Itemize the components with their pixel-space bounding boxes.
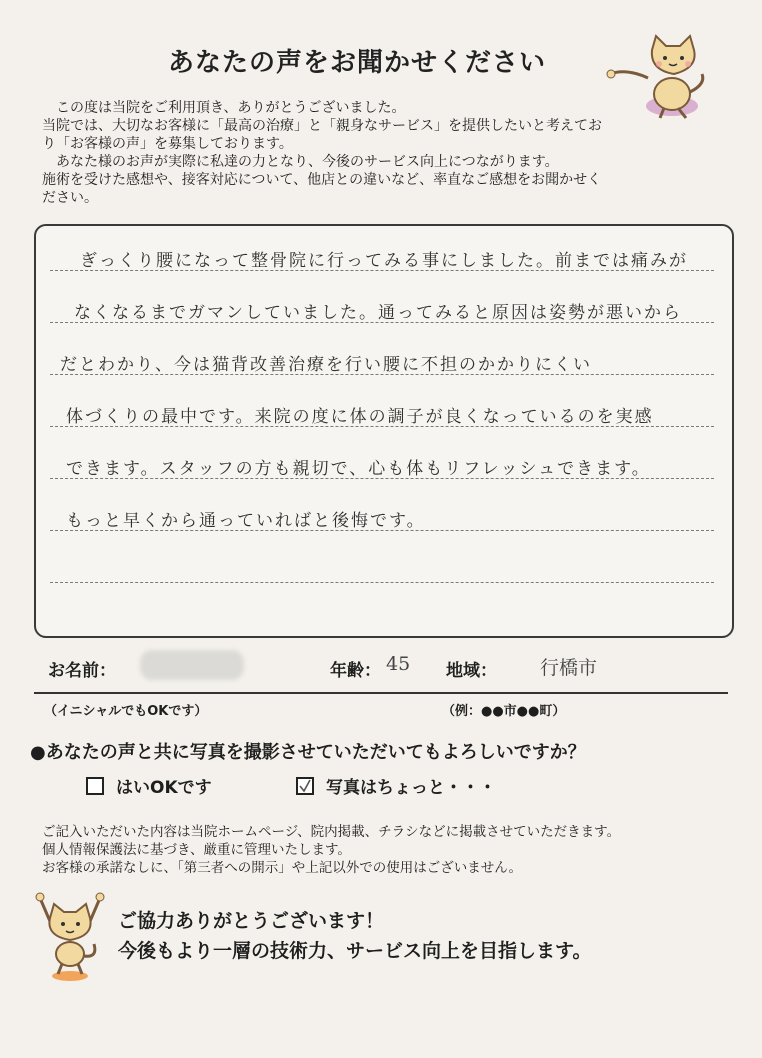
testimonial-line: 体づくりの最中です。来院の度に体の調子が良くなっているのを実感 [66, 407, 654, 427]
intro-line: あなた様のお声が実際に私達の力となり、今後のサービス向上につながります。 [42, 154, 559, 170]
testimonial-line: だとわかり、今は猫背改善治療を行い腰に不担のかかりにくい [60, 355, 592, 375]
age-value: 45 [386, 653, 411, 675]
age-label: 年齢： [330, 661, 381, 681]
thanks-message [118, 906, 591, 966]
area-label: 地域： [446, 661, 497, 681]
privacy-line: 個人情報保護法に基づき、厳重に管理いたします。 [42, 842, 351, 858]
photo-consent-question: ●あなたの声と共に写真を撮影させていただいてもよろしいですか？ [30, 742, 586, 763]
name-label: お名前： [48, 661, 116, 681]
cat-cheering-illustration [28, 888, 112, 984]
field-underline [34, 692, 728, 694]
area-note: （例：●●市●●町） [442, 704, 566, 719]
page-title: あなたの声をお聞かせください [168, 48, 547, 78]
option-no-photo-label: 写真はちょっと・・・ [326, 778, 496, 798]
check-mark-icon [298, 779, 312, 793]
testimonial-box [34, 224, 734, 638]
intro-line: この度は当院をご利用頂き、ありがとうございました。 [42, 100, 406, 116]
testimonial-line: もっと早くから通っていればと後悔です。 [66, 511, 426, 531]
writing-line [50, 582, 714, 583]
intro-line: 当院では、大切なお客様に「最高の治療」と「親身なサービス」を提供したいと考えてお [42, 118, 602, 134]
privacy-line: ご記入いただいた内容は当院ホームページ、院内掲載、チラシなどに掲載させていただきます。 [42, 824, 621, 840]
name-value-redacted [140, 650, 244, 680]
testimonial-line: できます。スタッフの方も親切で、心も体もリフレッシュできます。 [66, 459, 651, 479]
name-note: （イニシャルでもOKです） [44, 704, 208, 719]
privacy-notice [42, 823, 742, 877]
option-no-photo[interactable] [296, 773, 496, 798]
option-yes[interactable] [86, 773, 212, 798]
privacy-line: お客様の承諾なしに、「第三者への開示」や上記以外での使用はございません。 [42, 860, 523, 876]
testimonial-line: なくなるまでガマンしていました。通ってみると原因は姿勢が悪いから [74, 303, 682, 323]
option-yes-label: はいOKです [116, 778, 212, 798]
yes-checkbox[interactable] [86, 777, 104, 795]
intro-line: 施術を受けた感想や、接客対応について、他店との違いなど、率直なご感想をお聞かせく [42, 172, 602, 188]
testimonial-line: ぎっくり腰になって整骨院に行ってみる事にしました。前までは痛みが [80, 251, 688, 271]
thanks-line: ご協力ありがとうございます！ [118, 910, 385, 932]
thanks-line: 今後もより一層の技術力、サービス向上を目指します。 [118, 940, 592, 962]
area-value: 行橋市 [540, 657, 598, 679]
intro-line: ださい。 [42, 190, 98, 206]
intro-text [42, 99, 732, 207]
intro-line: り「お客様の声」を募集しております。 [42, 136, 293, 152]
no-photo-checkbox[interactable] [296, 777, 314, 795]
